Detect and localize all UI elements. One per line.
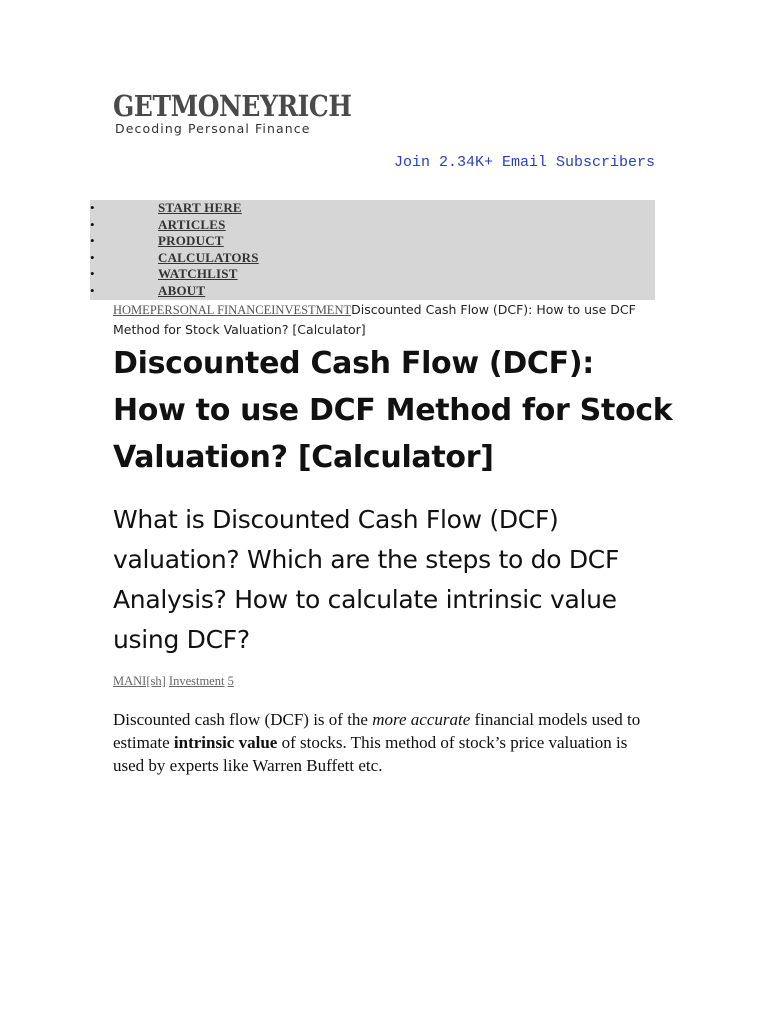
nav-item-watchlist <box>90 266 655 283</box>
main-nav <box>90 200 655 300</box>
bullet-icon: • <box>90 200 95 215</box>
nav-link-about[interactable]: ABOUT <box>158 282 206 298</box>
nav-link-watchlist[interactable]: WATCHLIST <box>158 266 238 282</box>
breadcrumb-home[interactable]: HOME <box>113 303 150 317</box>
nav-item-about <box>90 283 655 300</box>
intro-paragraph <box>113 708 661 777</box>
bullet-icon: • <box>90 266 95 282</box>
nav-list <box>90 200 655 300</box>
bullet-icon: • <box>90 282 95 298</box>
logo-tagline: Decoding Personal Finance <box>115 121 311 136</box>
logo-wordmark-text: GETMONEYRICH <box>113 89 352 123</box>
author-link[interactable]: MANI[sh] <box>113 674 166 688</box>
intro-emphasis: more accurate <box>372 710 471 729</box>
article-meta <box>113 674 234 689</box>
nav-item-start-here <box>90 200 655 217</box>
nav-item-product <box>90 233 655 250</box>
nav-link-start-here[interactable]: START HERE <box>158 200 242 215</box>
intro-strong: intrinsic value <box>173 733 278 752</box>
intro-text-1: Discounted cash flow (DCF) is of the <box>113 710 373 729</box>
comments-link[interactable]: 5 <box>227 674 234 688</box>
category-link[interactable]: Investment <box>168 674 225 688</box>
bullet-icon: • <box>90 249 95 265</box>
nav-item-articles <box>90 217 655 234</box>
page-title: Discounted Cash Flow (DCF): How to use DCF Method for Stock Valuation? [Calculator] <box>113 346 673 475</box>
nav-link-calculators[interactable]: CALCULATORS <box>158 249 259 265</box>
breadcrumb-investment[interactable]: INVESTMENT <box>271 303 352 317</box>
page-subtitle: What is Discounted Cash Flow (DCF) valuation? Which are the steps to do DCF Analysis? How to calculate intrinsic value using DCF? <box>113 505 620 654</box>
bullet-icon: • <box>90 233 95 249</box>
site-logo[interactable] <box>113 88 353 136</box>
logo-wordmark <box>113 88 352 124</box>
bullet-icon: • <box>90 216 95 232</box>
breadcrumb <box>113 300 658 339</box>
nav-item-calculators <box>90 250 655 267</box>
breadcrumb-current: Discounted Cash Flow (DCF): How to use DCF Method for Stock Valuation? [Calculator] <box>113 302 636 337</box>
nav-link-product[interactable]: PRODUCT <box>158 233 224 249</box>
intro-text-2: financial models used to estimate <box>113 710 641 752</box>
subscribe-link[interactable]: Join 2.34K+ Email Subscribers <box>393 154 655 171</box>
intro-text-3: of stocks. This method of stock’s price valuation is used by experts like Warren Buffett etc. <box>113 733 628 775</box>
breadcrumb-personal-finance[interactable]: PERSONAL FINANCE <box>149 303 272 317</box>
nav-link-articles[interactable]: ARTICLES <box>158 216 226 232</box>
